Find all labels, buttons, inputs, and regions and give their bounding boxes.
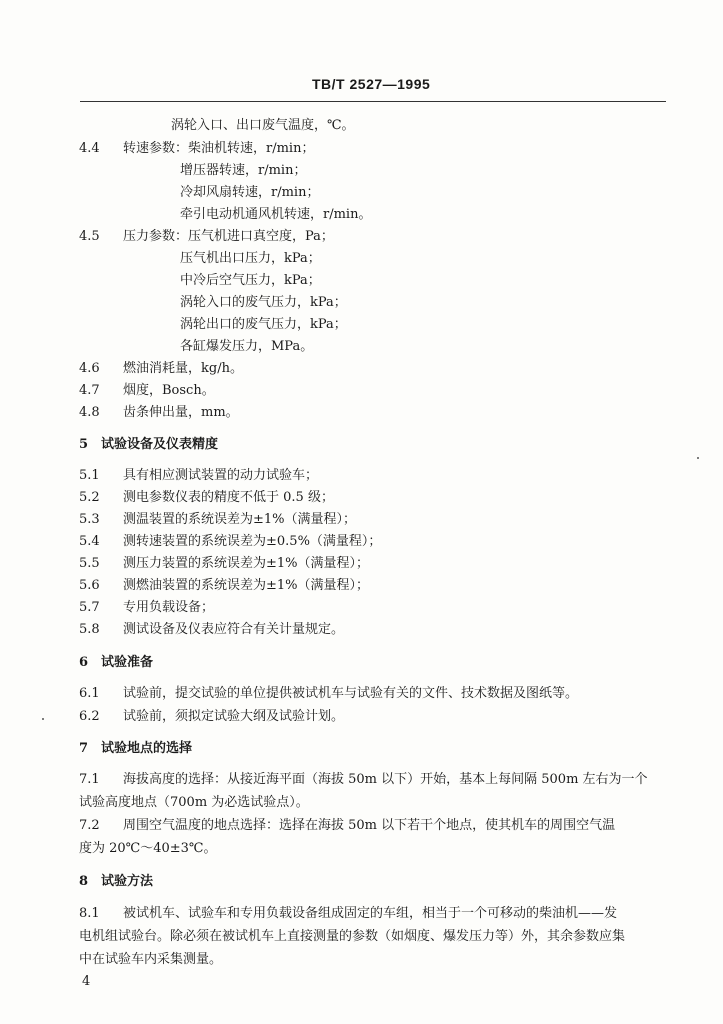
clause-4-6: 4.6 燃油消耗量，kg/h。 (79, 361, 243, 376)
section-heading-5: 5 试验设备及仪表精度 (79, 437, 219, 452)
clause-5-8: 5.8 测试设备及仪表应符合有关计量规定。 (79, 622, 345, 637)
text-line: 电机组试验台。除必须在被试机车上直接测量的参数（如烟度、爆发压力等）外，其余参数应集 (79, 929, 626, 944)
section-heading-7: 7 试验地点的选择 (79, 741, 193, 756)
text-line: 涡轮入口、出口废气温度，℃。 (171, 118, 355, 133)
scan-speck (42, 718, 44, 720)
text-line: 度为 20℃～40±3℃。 (79, 841, 217, 856)
scan-speck (697, 457, 699, 459)
clause-8-1: 8.1 被试机车、试验车和专用负载设备组成固定的车组，相当于一个可移动的柴油机——发 (79, 906, 618, 921)
clause-5-3: 5.3 测温装置的系统误差为±1%（满量程）； (79, 512, 357, 527)
clause-4-7: 4.7 烟度，Bosch。 (79, 383, 215, 398)
clause-7-1: 7.1 海拔高度的选择：从接近海平面（海拔 50m 以下）开始，基本上每间隔 500m 左右为一个 (79, 772, 648, 787)
clause-7-2: 7.2 周围空气温度的地点选择：选择在海拔 50m 以下若干个地点，使其机车的周围空气温 (79, 818, 616, 833)
page-number: 4 (82, 974, 91, 989)
text-line: 中冷后空气压力，kPa； (180, 273, 321, 288)
text-line: 冷却风扇转速，r/min； (180, 185, 320, 200)
text-line: 牵引电动机通风机转速，r/min。 (180, 207, 372, 222)
text-line: 试验高度地点（700m 为必选试验点）。 (79, 795, 309, 810)
text-line: 涡轮入口的废气压力，kPa； (180, 295, 347, 310)
text-line: 增压器转速，r/min； (180, 163, 307, 178)
clause-4-4: 4.4 转速参数：柴油机转速，r/min； (79, 141, 315, 156)
clause-5-2: 5.2 测电参数仪表的精度不低于 0.5 级； (79, 490, 334, 505)
clause-5-6: 5.6 测燃油装置的系统误差为±1%（满量程）； (79, 578, 370, 593)
text-line: 压气机出口压力，kPa； (180, 251, 321, 266)
clause-5-4: 5.4 测转速装置的系统误差为±0.5%（满量程）； (79, 534, 382, 549)
text-line: 中在试验车内采集测量。 (79, 952, 223, 967)
text-line: 涡轮出口的废气压力，kPa； (180, 317, 347, 332)
section-heading-6: 6 试验准备 (79, 655, 154, 670)
clause-4-8: 4.8 齿条伸出量，mm。 (79, 405, 239, 420)
clause-6-1: 6.1 试验前，提交试验的单位提供被试机车与试验有关的文件、技术数据及图纸等。 (79, 686, 579, 701)
clause-4-5: 4.5 压力参数：压气机进口真空度，Pa； (79, 229, 334, 244)
clause-6-2: 6.2 试验前，须拟定试验大纲及试验计划。 (79, 709, 345, 724)
section-heading-8: 8 试验方法 (79, 874, 154, 889)
header-rule (80, 101, 666, 102)
clause-5-7: 5.7 专用负载设备； (79, 600, 215, 615)
clause-5-1: 5.1 具有相应测试装置的动力试验车； (79, 468, 319, 483)
clause-5-5: 5.5 测压力装置的系统误差为±1%（满量程）； (79, 556, 370, 571)
standard-code-header: TB/T 2527—1995 (312, 76, 431, 92)
text-line: 各缸爆发压力，MPa。 (180, 339, 314, 354)
